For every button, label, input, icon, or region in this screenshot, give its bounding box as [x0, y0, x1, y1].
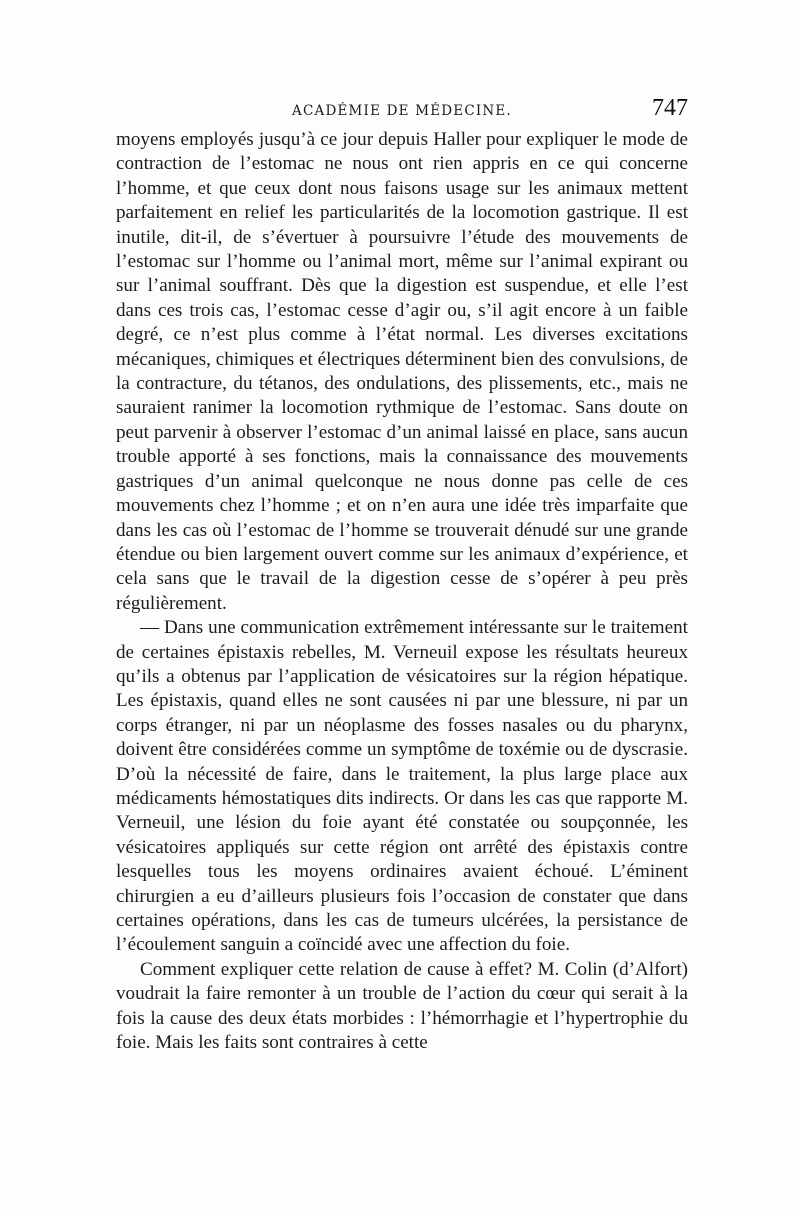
page-number: 747 [652, 95, 688, 121]
paragraph-colin: Comment expliquer cette relation de cause à effet? M. Colin (d’Alfort) voudrait la faire remonter à un trouble de l’action du cœur qui serait à la fois la cause des deux états morbides : l’hémorrhagie et l’hypertrophie du foie. Mais les faits sont contraires à cette [116, 958, 688, 1054]
paragraph-continuation: moyens employés jusqu’à ce jour depuis Haller pour expliquer le mode de contraction de l’estomac ne nous ont rien appris en ce qui concerne l’homme, et que ceux dont nous faisons usage sur les animaux mettent parfaitement en relief les particularités de la locomotion gastrique. Il est inutile, dit-il, de s’évertuer à poursuivre l’étude des mouvements de l’estomac sur l’homme ou l’animal mort, même sur l’animal expirant ou sur l’animal souffrant. Dès que la digestion est suspendue, et elle l’est dans ces trois cas, l’estomac cesse d’agir ou, s’il agit encore à un faible degré, ce n’est plus comme à l’état normal. Les diverses excitations mécaniques, chimiques et électriques déterminent bien des convulsions, de la contracture, du tétanos, des ondulations, des plissements, etc., mais ne sauraient ranimer la locomotion rythmique de l’estomac. Sans doute on peut parvenir à observer l’estomac d’un animal laissé en place, sans aucun trouble apporté à ses fonctions, mais la connaissance des mouvements gastriques d’un animal quelconque ne nous donne pas celle de ces mouvements chez l’homme ; et on n’en aura une idée très imparfaite que dans les cas où l’estomac de l’homme se trouverait dénudé sur une grande étendue ou bien largement ouvert comme sur les animaux d’expérience, et cela sans que le travail de la digestion cesse de s’opérer à peu près régulièrement. [116, 129, 688, 614]
paragraph-verneuil: — Dans une communication extrêmement intéressante sur le traitement de certaines épistaxis rebelles, M. Verneuil expose les résultats heureux qu’ils a obtenus par l’application de vésicatoires sur la région hépatique. Les épistaxis, quand elles ne sont causées ni par une blessure, ni par un corps étranger, ni par un néoplasme des fosses nasales ou du pharynx, doivent être considérées comme un symptôme de toxémie ou de dyscrasie. D’où la nécessité de faire, dans le traitement, la plus large place aux médicaments hémostatiques dits indirects. Or dans les cas que rapporte M. Verneuil, une lésion du foie ayant été constatée ou soupçonnée, les vésicatoires appliqués sur cette région ont arrêté des épistaxis contre lesquelles tous les moyens ordinaires avaient échoué. L’éminent chirurgien a eu d’ailleurs plusieurs fois l’occasion de constater que dans certaines opérations, dans les cas de tumeurs ulcérées, la persistance de l’écoulement sanguin a coïncidé avec une affection du foie. [116, 617, 688, 956]
running-header [116, 95, 688, 127]
running-title: ACADÉMIE DE MÉDECINE. [292, 103, 512, 119]
body-text [116, 128, 688, 1055]
